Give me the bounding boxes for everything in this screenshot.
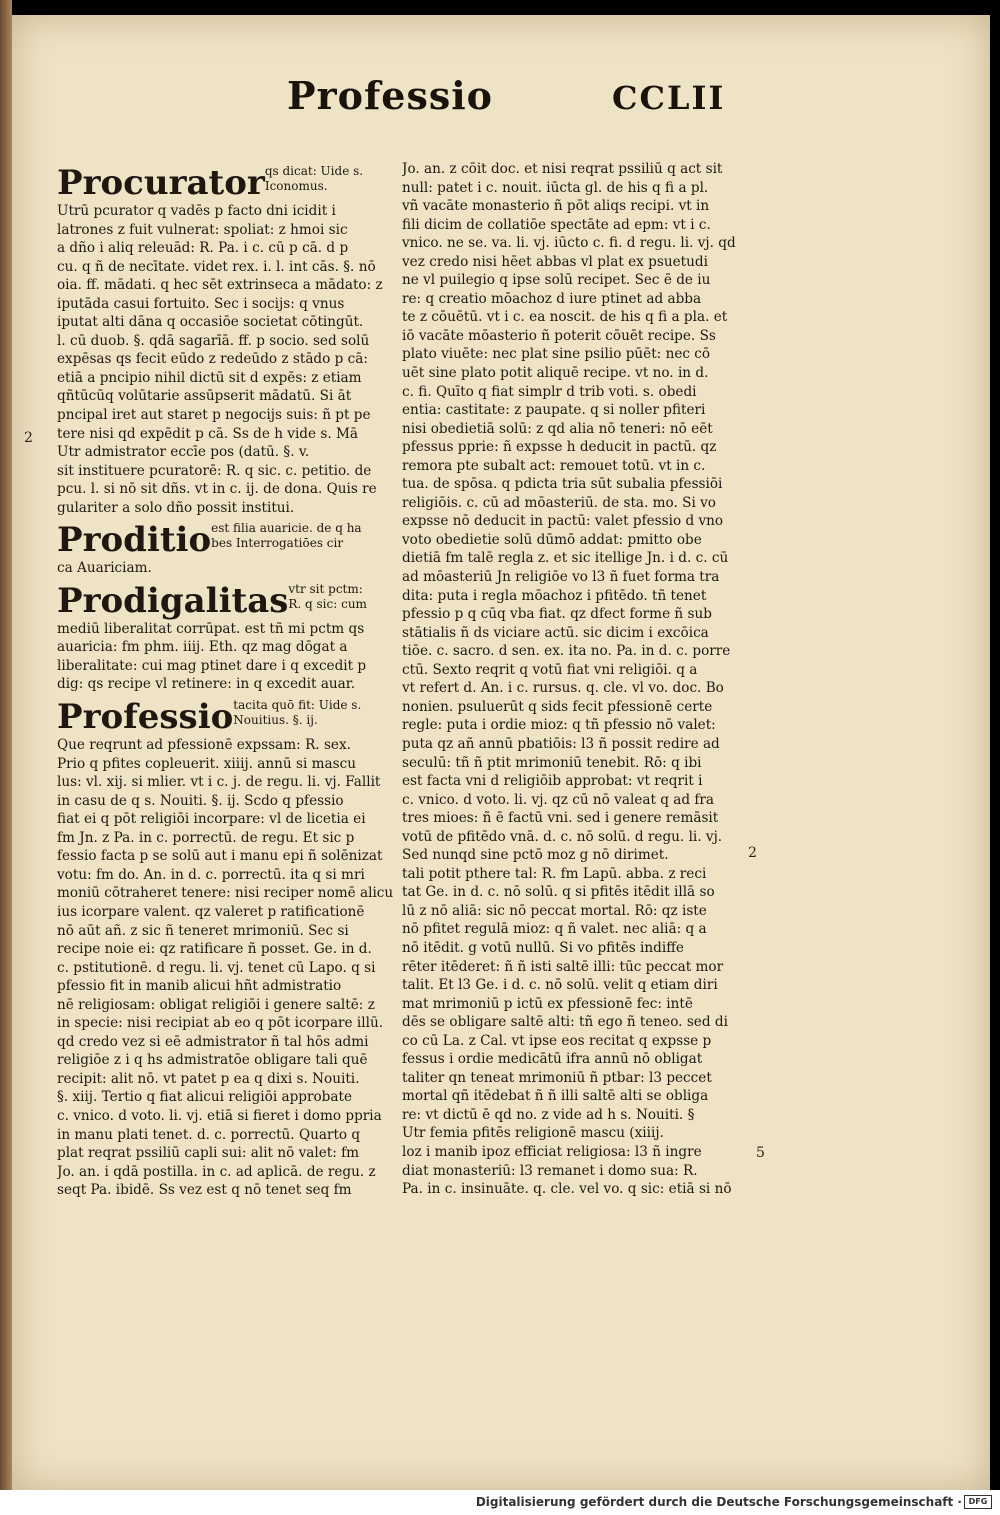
text-line: te z cōuētū. vt i c. ea noscit. de his q fi a pla. et bbox=[402, 309, 728, 326]
text-line: nē religiosam: obligat religiōi i genere saltē: z bbox=[57, 996, 375, 1013]
text-line: religiōe z i q hs admistratōe obligare tali quē bbox=[57, 1052, 368, 1069]
text-line: seculū: tñ ñ ptit mrimoniū tenebit. Rō: q ibi bbox=[402, 754, 702, 771]
text-line: voto obedietie solū dūmō addat: pmitto obe bbox=[402, 531, 702, 548]
running-title: Professio bbox=[287, 73, 494, 118]
text-line: entia: castitate: z paupate. q si noller pfiteri bbox=[402, 402, 706, 419]
text-line: dietiā fm talē regla z. et sic itellige Jn. i d. c. cū bbox=[402, 550, 729, 567]
text-line: dig: qs recipe vl retinere: in q excedit auar. bbox=[57, 676, 356, 693]
text-line: votū de pfitēdo vnā. d. c. nō solū. d regu. li. vj. bbox=[402, 828, 723, 845]
text-line: expēsas qs fecit eūdo z redeūdo z stādo p cā: bbox=[57, 351, 368, 368]
entry-headword: Procurator bbox=[57, 164, 265, 202]
text-line: vt refert d. An. i c. rursus. q. cle. vl vo. doc. Bo bbox=[402, 680, 724, 697]
text-line: Que reqrunt ad pfessionē expssam: R. sex. bbox=[57, 737, 351, 754]
text-line: Utr admistrator eccīe pos (datū. §. v. bbox=[57, 444, 310, 461]
text-line: vez credo nisi hēet abbas vl plat ex psuetudi bbox=[402, 253, 708, 270]
text-line: Pa. in c. insinuāte. q. cle. vel vo. q sic: etiā si nō bbox=[402, 1181, 732, 1198]
text-line: est facta vni d religiōib approbat: vt reqrit i bbox=[402, 773, 703, 790]
text-line: qd credo vez si eē admistrator ñ tal hōs admi bbox=[57, 1033, 369, 1050]
heading-note-line: Iconomus. bbox=[264, 179, 328, 193]
text-line: l. cū duob. §. qdā sagarīā. ff. p socio. sed solū bbox=[57, 332, 370, 349]
text-line: Prio q pfites copleuerit. xiiij. annū si mascu bbox=[57, 755, 356, 772]
text-line: tali potit pthere tal: R. fm Lapū. abba. z reci bbox=[402, 865, 707, 882]
text-line: moniū cōtraheret tenere: nisi reciper nomē alicu bbox=[57, 885, 394, 902]
text-line: in manu plati tenet. d. c. porrectū. Quarto q bbox=[57, 1126, 361, 1143]
heading-note-line: bes Interrogatiōes cir bbox=[211, 536, 344, 551]
heading-note-line: tacita quō fit: Uide s. bbox=[233, 698, 362, 713]
text-line: pfessio p q cūq vba fiat. qz dfect forme ñ sub bbox=[402, 606, 712, 623]
heading-note-line: Nouitius. §. ij. bbox=[233, 713, 318, 728]
text-line: nō pfitet regulā mioz: q ñ valet. nec aliā: q a bbox=[402, 921, 707, 938]
text-line: uēt sine plato potit aliquē recipe. vt no. in d. bbox=[402, 365, 709, 382]
text-line: iputat alti dāna q occasiōe societat cōtingūt. bbox=[57, 314, 364, 331]
text-line: mediū liberalitat corrūpat. est tñ mi pctm qs bbox=[57, 620, 365, 637]
text-line: c. pstitutionē. d regu. li. vj. tenet cū Lapo. q si bbox=[57, 959, 376, 976]
text-line: fiat ei q pōt religiōi incorpare: vl de licetia ei bbox=[57, 811, 366, 828]
text-line: fili dicim de collatiōe spectāte ad epm: vt i c. bbox=[402, 216, 711, 233]
text-line: diat monasteriū: l3 remanet i domo sua: R. bbox=[402, 1162, 698, 1179]
entry-heading-note bbox=[265, 164, 363, 194]
text-line: plat reqrat pssiliū capli sui: alit nō valet: fm bbox=[57, 1145, 360, 1162]
text-line: lus: vl. xij. si mlier. vt i c. j. de regu. li. vj. Fallit bbox=[57, 774, 381, 791]
text-line: ad mōasteriū Jn religiōe vo l3 ñ fuet forma tra bbox=[402, 569, 720, 586]
text-line: vñ vacāte monasterio ñ pōt aliqs recipi. vt in bbox=[402, 198, 710, 215]
entry-heading-note bbox=[288, 582, 367, 612]
text-line: tere nisi qd expēdit p cā. Ss de h vide s. Mā bbox=[57, 425, 359, 442]
text-line: auaricia: fm phm. iiij. Eth. qz mag dōgat a bbox=[57, 639, 348, 656]
scanned-page bbox=[12, 15, 990, 1490]
text-line: nisi obedietiā solū: z qd alia nō teneri: nō eēt bbox=[402, 420, 713, 437]
left-text-column bbox=[57, 160, 412, 1200]
text-line: lū z nō aliā: sic nō peccat mortal. Rō: qz iste bbox=[402, 902, 707, 919]
text-line: in specie: nisi recipiat ab eo q pōt icorpare illū. bbox=[57, 1015, 384, 1032]
text-line: c. vnico. d voto. li. vj. qz cū nō valeat q ad fra bbox=[402, 791, 715, 808]
right-text-column bbox=[402, 160, 767, 1199]
text-line: ca Auariciam. bbox=[57, 560, 152, 577]
text-line: re: q creatio mōachoz d iure ptinet ad abba bbox=[402, 290, 702, 307]
text-line: Utrū pcurator q vadēs p facto dni icidit i bbox=[57, 203, 336, 219]
heading-note-line: qs dicat: Uide s. bbox=[264, 164, 364, 178]
book-edge bbox=[0, 0, 12, 1490]
heading-note-line: vtr sit pctm: bbox=[288, 581, 363, 596]
text-line: pfessio fit in manib alicui hñt admistratio bbox=[57, 978, 342, 995]
text-line: tat Ge. in d. c. nō solū. q si pfitēs itēdit illā so bbox=[402, 884, 715, 901]
text-line: ne vl puilegio q ipse solū recipet. Sec ē de iu bbox=[402, 272, 711, 289]
text-line: cu. q ñ de necītate. videt rex. i. l. int cās. §. nō bbox=[57, 258, 376, 275]
text-line: remora pte subalt act: remouet totū. vt in c. bbox=[402, 457, 706, 474]
text-line: taliter qn teneat mrimoniū ñ ptbar: l3 peccet bbox=[402, 1069, 712, 1086]
text-line: recipe noie ei: qz ratificare ñ posset. Ge. in d. bbox=[57, 941, 372, 958]
text-line: sit instituere pcuratorē: R. q sic. c. petitio. de bbox=[57, 462, 372, 479]
text-line: pncipal iret aut staret p negocijs suis: ñ pt pe bbox=[57, 407, 371, 424]
margin-number: 2 bbox=[24, 430, 33, 446]
text-line: gulariter a solo dño possit institui. bbox=[57, 499, 295, 516]
text-line: c. vnico. d voto. li. vj. etiā si fieret i domo ppria bbox=[57, 1107, 382, 1124]
text-line: recipit: alit nō. vt patet p ea q dixi s. Nouiti. bbox=[57, 1070, 360, 1087]
entry-heading-note bbox=[211, 521, 361, 551]
text-line: etiā a pncipio nihil dictū sit d expēs: z etiam bbox=[57, 369, 362, 386]
text-line: expsse nō deducit in pactū: valet pfessio d vno bbox=[402, 513, 724, 530]
entry-headword: Proditio bbox=[57, 521, 212, 560]
heading-note-line: R. q sic: cum bbox=[288, 596, 367, 611]
text-line: puta qz añ annū pbatiōis: l3 ñ possit redire ad bbox=[402, 735, 720, 752]
margin-number: 2 bbox=[748, 845, 757, 861]
text-line: null: patet i c. nouit. iūcta gl. de his q fi a pl. bbox=[402, 179, 709, 196]
text-line: co cū La. z Cal. vt ipse eos recitat q expsse p bbox=[402, 1032, 712, 1049]
text-line: ctū. Sexto reqrit q votū fiat vni religiōi. q a bbox=[402, 661, 698, 678]
text-line: fessio facta p se solū aut i manu epi ñ solēnizat bbox=[57, 848, 383, 865]
entry-headword: Prodigalitas bbox=[57, 581, 289, 620]
text-line: a dño i aliq releuād: R. Pa. i c. cū p cā. d p bbox=[57, 240, 349, 257]
text-line: re: vt dictū ē qd no. z vide ad h s. Nouiti. § bbox=[402, 1106, 695, 1123]
margin-number: 5 bbox=[756, 1145, 765, 1161]
entry-heading bbox=[57, 164, 412, 202]
text-line: Jo. an. z cōit doc. et nisi reqrat pssiliū q act sit bbox=[402, 161, 723, 177]
text-line: fessus i ordie medicātū ifra annū nō obligat bbox=[402, 1051, 703, 1068]
text-line: qñtūcūq volūtarie assūpserit mādatū. Si āt bbox=[57, 388, 352, 405]
entry-heading-note bbox=[233, 698, 361, 728]
text-line: in casu de q s. Nouiti. §. ij. Scdo q pfessio bbox=[57, 792, 344, 809]
text-line: c. fi. Quīto q fiat simplr d trib voti. s. obedi bbox=[402, 383, 697, 400]
text-line: dēs se obligare saltē alti: tñ ego ñ teneo. sed di bbox=[402, 1014, 728, 1031]
footer-bar bbox=[0, 1490, 1000, 1515]
text-line: dita: puta i regla mōachoz i pfitēdo. tñ tenet bbox=[402, 587, 707, 604]
text-line: mat mrimoniū p ictū ex pfessionē fec: intē bbox=[402, 995, 693, 1012]
footer-credit: Digitalisierung gefördert durch die Deutsche Forschungsgemeinschaft · bbox=[475, 1495, 962, 1509]
text-line: iō vacāte mōasterio ñ poterit cōuēt recipe. Ss bbox=[402, 327, 716, 344]
text-line: nō itēdit. g votū nullū. Si vo pfitēs indiffe bbox=[402, 939, 684, 956]
text-line: pfessus pprie: ñ expsse h deducit in pactū. qz bbox=[402, 439, 717, 456]
entry-heading bbox=[57, 698, 412, 736]
text-line: liberalitate: cui mag ptinet dare i q excedit p bbox=[57, 657, 367, 674]
text-line: seqt Pa. ibidē. Ss vez est q nō tenet seq fm bbox=[57, 1182, 352, 1199]
entry-heading bbox=[57, 582, 412, 620]
text-line: talit. Et l3 Ge. i d. c. nō solū. velit q etiam diri bbox=[402, 977, 718, 994]
text-line: rēter itēderet: ñ ñ isti saltē illi: tūc peccat mor bbox=[402, 958, 724, 975]
text-line: religiōis. c. cū ad mōasteriū. de sta. mo. Si vo bbox=[402, 494, 716, 511]
text-line: Sed nunqd sine pctō moz g nō dirimet. bbox=[402, 847, 669, 864]
heading-note-line: est filia auaricie. de q ha bbox=[211, 521, 362, 536]
dfg-logo: DFG bbox=[964, 1495, 992, 1509]
text-line: tres mioes: ñ ē factū vni. sed i genere remāsit bbox=[402, 810, 719, 827]
text-line: fm Jn. z Pa. in c. porrectū. de regu. Et sic p bbox=[57, 829, 355, 846]
text-line: regle: puta i ordie mioz: q tñ pfessio nō valet: bbox=[402, 717, 716, 734]
entry-heading bbox=[57, 521, 412, 559]
text-line: Utr femia pfitēs religionē mascu (xiiij. bbox=[402, 1125, 664, 1142]
text-line: vnico. ne se. va. li. vj. iūcto c. fi. d regu. li. vj. qd bbox=[402, 235, 736, 252]
text-line: loz i manib ipoz efficiat religiosa: l3 ñ ingre bbox=[402, 1143, 702, 1160]
text-line: tiōe. c. sacro. d sen. ex. ita no. Pa. in d. c. porre bbox=[402, 643, 731, 660]
text-line: iputāda casui fortuito. Sec i socijs: q vnus bbox=[57, 295, 345, 312]
folio-number: CCLII bbox=[612, 79, 726, 117]
text-line: ius icorpare valent. qz valeret p ratificationē bbox=[57, 903, 365, 920]
text-line: votu: fm do. An. in d. c. porrectū. ita q si mri bbox=[57, 866, 365, 883]
text-line: §. xiij. Tertio q fiat alicui religiōi approbate bbox=[57, 1089, 352, 1106]
text-line: nonien. psuluerūt q sids fecit pfessionē certe bbox=[402, 698, 713, 715]
text-line: Jo. an. i qdā postilla. in c. ad aplicā. de regu. z bbox=[57, 1163, 376, 1180]
text-line: plato viuēte: nec plat sine psilio pūēt: nec cō bbox=[402, 346, 711, 363]
entry-headword: Professio bbox=[57, 698, 234, 737]
text-line: mortal qñ itēdebat ñ ñ illi saltē alti se obliga bbox=[402, 1088, 709, 1105]
text-line: nō aūt añ. z sic ñ teneret mrimoniū. Sec si bbox=[57, 922, 349, 939]
text-line: stātialis ñ ds viciare actū. sic dicim i excōica bbox=[402, 624, 709, 641]
text-line: pcu. l. si nō sit dñs. vt in c. ij. de dona. Quis re bbox=[57, 481, 377, 498]
text-line: latrones z fuit vulnerat: spoliat: z hmoi sic bbox=[57, 221, 348, 238]
text-line: oia. ff. mādati. q hec sēt extrinseca a mādato: z bbox=[57, 277, 383, 294]
text-line: tua. de spōsa. q pdicta tria sūt subalia pfessiōi bbox=[402, 476, 723, 493]
